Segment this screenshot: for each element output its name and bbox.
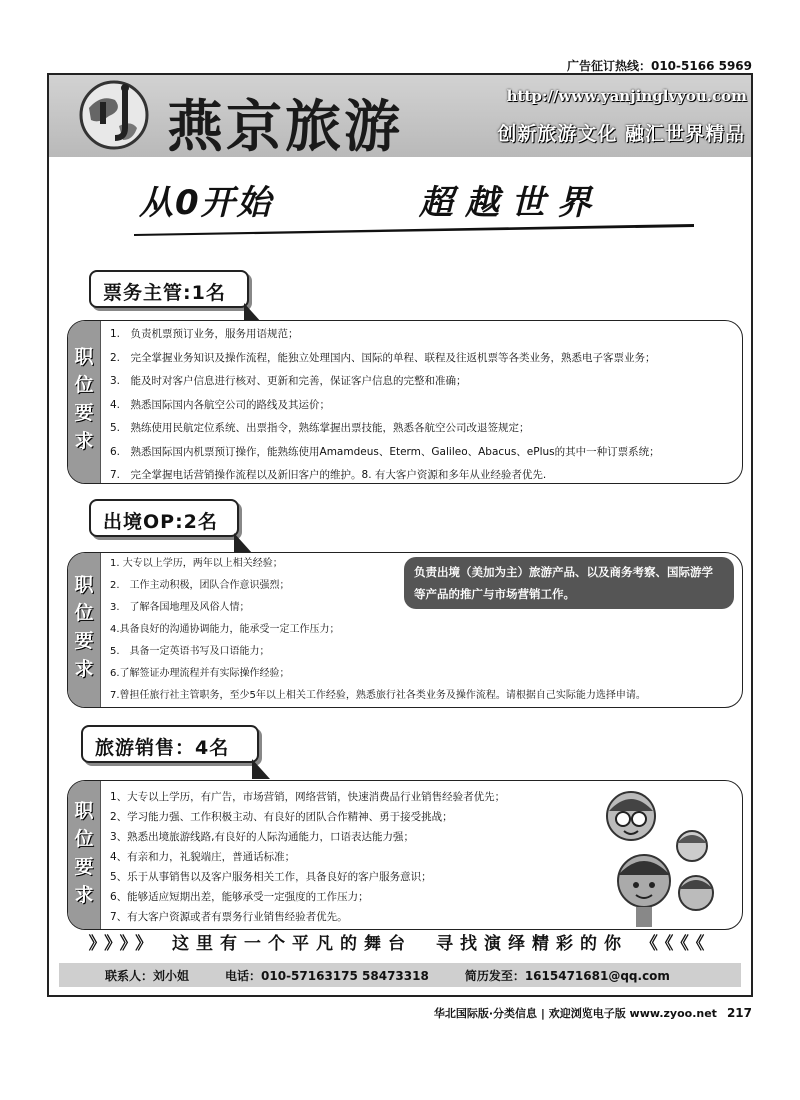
list-item: 2. 工作主动积极，团队合作意识强烈； xyxy=(110,580,290,591)
tag-tail xyxy=(252,759,270,779)
section-title-outbound-op: 出境OP:2名 xyxy=(89,499,239,537)
ad-frame xyxy=(47,73,753,997)
list-item: 4.具备良好的沟通协调能力，能承受一定工作压力； xyxy=(110,624,340,635)
requirements-list xyxy=(110,553,734,707)
list-item: 3、熟悉出境旅游线路,有良好的人际沟通能力，口语表达能力强； xyxy=(110,831,415,843)
list-item: 5. 熟练使用民航定位系统、出票指令，熟练掌握出票技能，熟悉各航空公司改退签规定； xyxy=(110,422,530,434)
section-title-sales: 旅游销售：4名 xyxy=(81,725,259,763)
duty-callout: 负责出境（美加为主）旅游产品、以及商务考察、国际游学等产品的推广与市场营销工作。 xyxy=(404,557,734,609)
brand-slogan: 创新旅游文化 融汇世界精品 xyxy=(497,123,745,145)
list-item: 7、有大客户资源或者有票务行业销售经验者优先。 xyxy=(110,911,348,923)
footer-text: 华北国际版·分类信息 | 欢迎浏览电子版 www.zyoo.net xyxy=(433,1007,717,1020)
tag-tail xyxy=(234,533,252,553)
cartoon-kids-icon xyxy=(596,781,726,930)
list-item: 6.了解签证办理流程并有实际操作经验； xyxy=(110,668,290,679)
ad-hotline: 广告征订热线：010-5166 5969 xyxy=(566,59,752,73)
brand-name: 燕京旅游 xyxy=(167,94,403,160)
recruit-slogan: 》》》》 这里有一个平凡的舞台 寻找演绎精彩的你 《《《《 xyxy=(88,934,712,954)
brush-stroke xyxy=(134,222,694,236)
side-label: 职 位 要 求 xyxy=(68,321,101,483)
globe-logo-icon xyxy=(79,80,149,150)
list-item: 3. 能及时对客户信息进行核对、更新和完善，保证客户信息的完整和准确； xyxy=(110,375,467,387)
side-label: 职 位 要 求 xyxy=(68,781,101,929)
list-item: 6、能够适应短期出差，能够承受一定强度的工作压力； xyxy=(110,891,369,903)
list-item: 5. 具备一定英语书写及口语能力； xyxy=(110,646,270,657)
list-item: 4、有亲和力，礼貌端庄，普通话标准； xyxy=(110,851,296,863)
banner xyxy=(49,75,751,160)
list-item: 6. 熟悉国际国内机票预订操作，能熟练使用Amamdeus、Eterm、Galileo、Abacus、ePlus的其中一种订票系统； xyxy=(110,445,660,458)
page-footer xyxy=(434,1005,752,1021)
list-item: 1、大专以上学历，有广告，市场营销，网络营销，快速消费品行业销售经验者优先； xyxy=(110,791,506,803)
list-item: 1. 大专以上学历，两年以上相关经验； xyxy=(110,558,283,569)
list-item: 2、学习能力强、工作积极主动、有良好的团队合作精神、勇于接受挑战； xyxy=(110,811,453,823)
requirements-box-ticketing xyxy=(67,320,743,484)
list-item: 3. 了解各国地理及风俗人情； xyxy=(110,602,250,613)
contact-phone: 电话：010-57163175 58473318 xyxy=(225,968,429,983)
list-item: 2. 完全掌握业务知识及操作流程，能独立处理国内、国际的单程、联程及往返机票等各类业务，熟悉电子客票业务； xyxy=(110,351,656,364)
list-item: 5、乐于从事销售以及客户服务相关工作，具备良好的客户服务意识； xyxy=(110,871,432,883)
headline-left: 从0开始 xyxy=(139,183,273,223)
list-item: 7.曾担任旅行社主管职务，至少5年以上相关工作经验，熟悉旅行社各类业务及操作流程。请根据自己实际能力选择申请。 xyxy=(110,690,646,701)
requirements-box-outbound-op xyxy=(67,552,743,708)
list-item: 7. 完全掌握电话营销操作流程以及新旧客户的维护。8. 有大客户资源和多年从业经验者优先. xyxy=(110,469,547,481)
page-number: 217 xyxy=(726,1006,752,1020)
requirements-box-sales xyxy=(67,780,743,930)
contact-bar xyxy=(59,963,741,987)
list-item: 1. 负责机票预订业务，服务用语规范； xyxy=(110,328,299,340)
section-title-ticketing: 票务主管:1名 xyxy=(89,270,249,308)
contact-email[interactable]: 简历发至：1615471681@qq.com xyxy=(464,968,670,983)
headline-right: 超越世界 xyxy=(419,183,603,223)
side-label: 职 位 要 求 xyxy=(68,553,101,707)
requirements-list xyxy=(110,323,734,484)
list-item: 4. 熟悉国际国内各航空公司的路线及其运价； xyxy=(110,398,331,411)
contact-person: 联系人：刘小姐 xyxy=(105,968,190,983)
website-url[interactable]: http://www.yanjinglvyou.com xyxy=(506,87,747,105)
